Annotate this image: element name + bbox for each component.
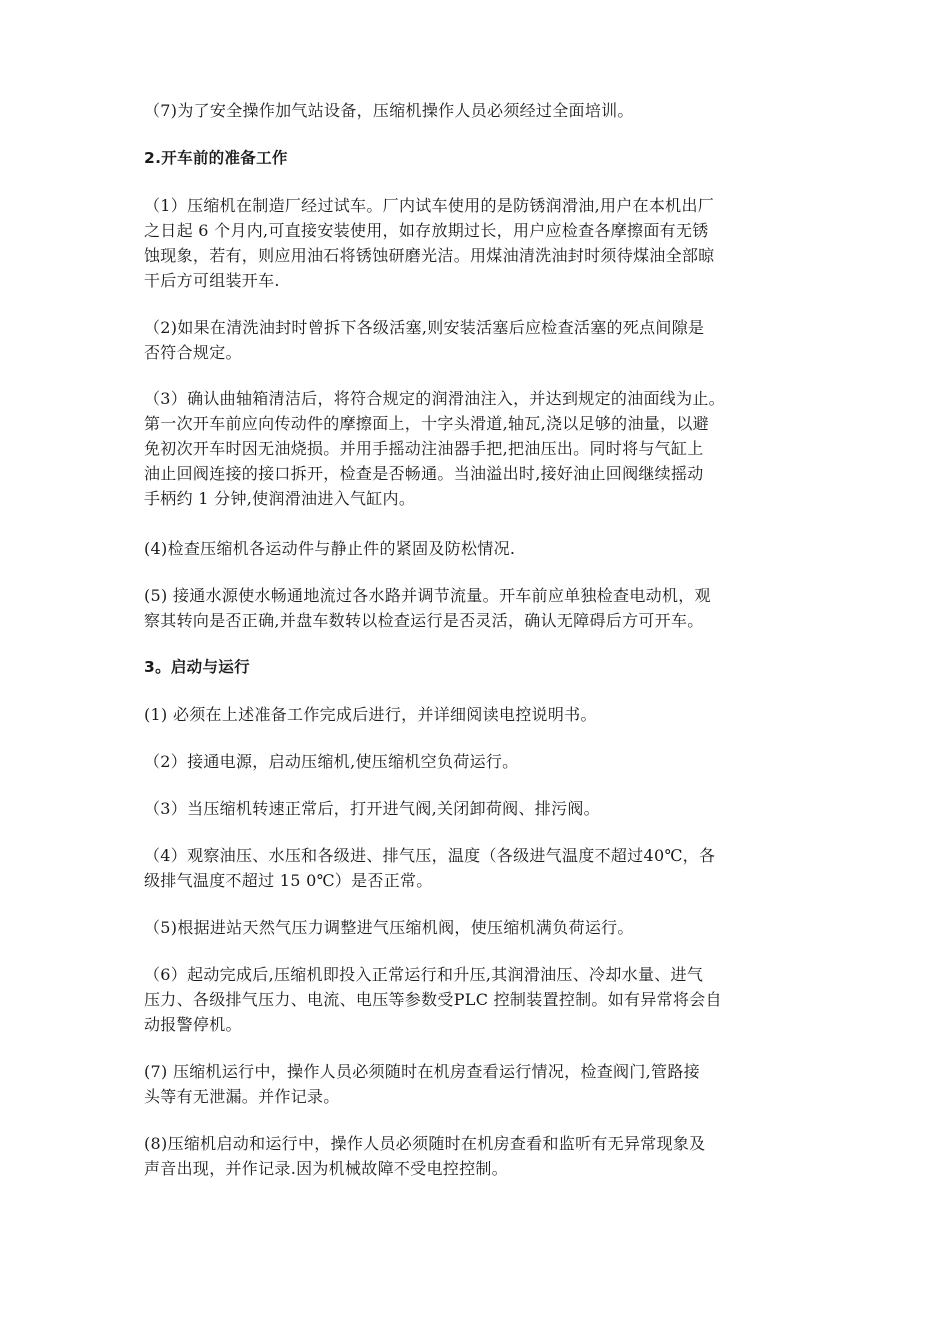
paragraph-3-8 [144,1131,814,1181]
paragraph-line: (1) 必须在上述准备工作完成后进行，并详细阅读电控说明书。 [144,705,597,724]
paragraph-line: (5) 接通水源使水畅通地流过各水路并调节流量。开车前应单独检查电动机，观 [144,586,711,605]
paragraph-line: 油止回阀连接的接口拆开，检查是否畅通。当油溢出时,接好油止回阀继续摇动 [144,464,704,483]
paragraph-line: 第一次开车前应向传动件的摩擦面上，十字头滑道,轴瓦,浇以足够的油量，以避 [144,414,709,433]
paragraph-3-6 [144,962,814,1037]
paragraph-line: 免初次开车时因无油烧损。并用手摇动注油器手把,把油压出。同时将与气缸上 [144,439,704,458]
paragraph-line: 声音出现，并作记录.因为机械故障不受电控控制。 [144,1159,508,1178]
paragraph-2-4 [144,536,814,561]
paragraph-line: （6）起动完成后,压缩机即投入正常运行和升压,其润滑油压、冷却水量、进气 [144,965,704,984]
paragraph-line: （1）压缩机在制造厂经过试车。厂内试车使用的是防锈润滑油,用户在本机出厂 [144,196,715,215]
paragraph-line: 级排气温度不超过 15 0℃）是否正常。 [144,871,433,890]
paragraph-1-7-training [144,98,814,123]
paragraph-line: （3）确认曲轴箱清洁后，将符合规定的润滑油注入，并达到规定的油面线为止。 [144,389,725,408]
paragraph-2-5 [144,583,814,633]
paragraph-line: （5)根据进站天然气压力调整进气压缩机阀，使压缩机满负荷运行。 [144,918,634,937]
paragraph-line: 压力、各级排气压力、电流、电压等参数受PLC 控制装置控制。如有异常将会自 [144,990,722,1009]
paragraph-line: 察其转向是否正确,并盘车数转以检查运行是否灵活，确认无障碍后方可开车。 [144,611,704,630]
paragraph-line: （2)如果在清洗油封时曾拆下各级活塞,则安装活塞后应检查活塞的死点间隙是 [144,318,705,337]
paragraph-line: 否符合规定。 [144,343,242,362]
paragraph-line: (8)压缩机启动和运行中，操作人员必须随时在机房查看和监听有无异常现象及 [144,1134,706,1153]
paragraph-2-3 [144,386,814,511]
section-heading-preparation: 2.开车前的准备工作 [144,149,288,167]
paragraph-line: （2）接通电源，启动压缩机,使压缩机空负荷运行。 [144,752,519,771]
paragraph-line: 动报警停机。 [144,1015,242,1034]
paragraph-line: （3）当压缩机转速正常后，打开进气阀,关闭卸荷阀、排污阀。 [144,799,600,818]
paragraph-3-4 [144,843,814,893]
paragraph-3-7 [144,1059,814,1109]
section-heading-startup: 3。启动与运行 [144,658,250,676]
paragraph-line: 之日起 6 个月内,可直接安装使用，如存放期过长，用户应检查各摩擦面有无锈 [144,221,709,240]
paragraph-line: （7)为了安全操作加气站设备，压缩机操作人员必须经过全面培训。 [144,101,634,120]
paragraph-2-2 [144,315,814,365]
paragraph-line: (4)检查压缩机各运动件与静止件的紧固及防松情况. [144,539,516,558]
paragraph-line: (7) 压缩机运行中，操作人员必须随时在机房查看运行情况，检查阀门,管路接 [144,1062,700,1081]
paragraph-line: （4）观察油压、水压和各级进、排气压，温度（各级进气温度不超过40℃，各 [144,846,716,865]
paragraph-3-2 [144,749,814,774]
paragraph-3-1 [144,702,814,727]
paragraph-2-1 [144,193,814,293]
paragraph-3-5 [144,915,814,940]
paragraph-line: 头等有无泄漏。并作记录。 [144,1087,340,1106]
paragraph-line: 蚀现象，若有，则应用油石将锈蚀研磨光洁。用煤油清洗油封时须待煤油全部晾 [144,246,715,265]
paragraph-line: 手柄约 1 分钟,使润滑油进入气缸内。 [144,489,416,508]
paragraph-3-3 [144,796,814,821]
paragraph-line: 干后方可组装开车. [144,271,280,290]
